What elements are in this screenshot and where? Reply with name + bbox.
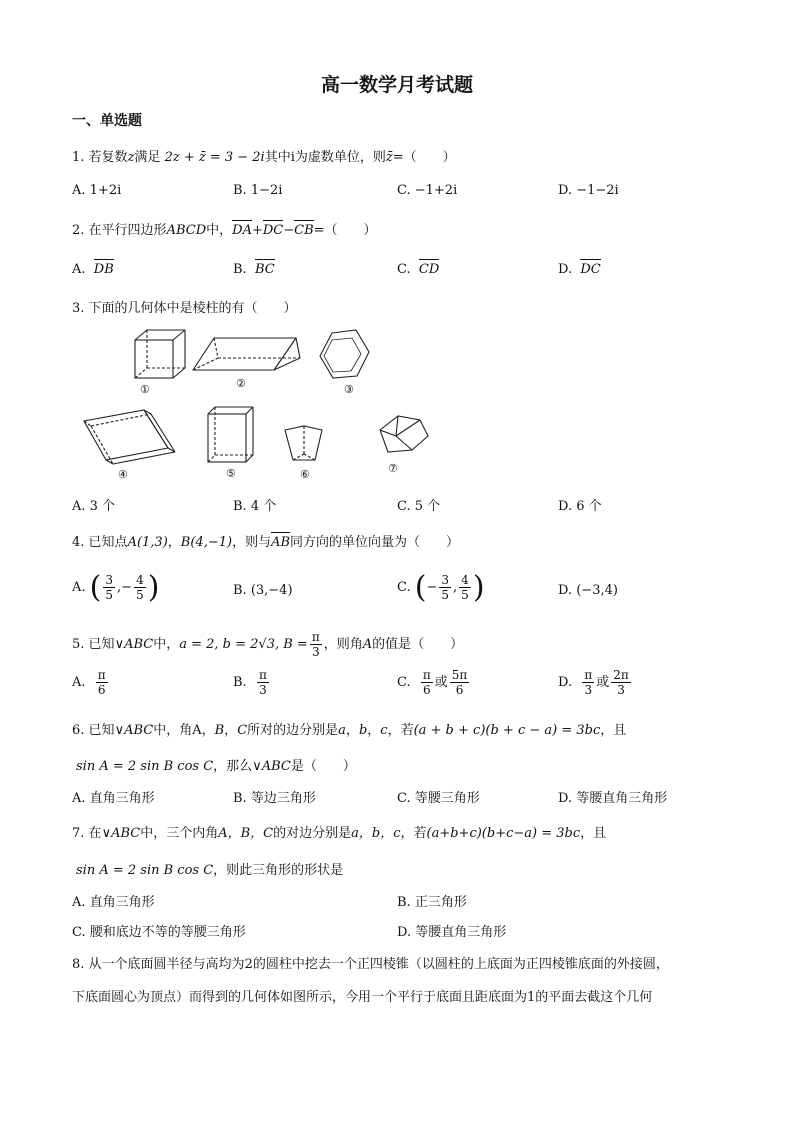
figure-label-5: ⑤ [226,467,236,480]
question-7-line-2: sin A = 2 sin B cos C，则此三角形的形状是 [76,863,344,878]
question-6-line-2: sin A = 2 sin B cos C，那么∨ABC是（ ） [76,759,356,774]
option-d[interactable]: D. 等腰直角三角形 [558,791,668,806]
figure-label-3: ③ [344,383,354,396]
vector-cb: CB [294,223,314,238]
solid-6-frustum [285,426,322,460]
option-d[interactable]: D. 等腰直角三角形 [397,925,507,940]
question-2: 2. 在平行四边形ABCD中，DA+DC−CB=（ ） [72,223,377,238]
option-b[interactable]: B. $\frac{\pi}{3}$ [233,668,267,697]
option-d[interactable]: D. (−3,4) [558,583,618,598]
question-number: 8. [72,957,85,972]
option-c[interactable]: C. 5 个 [397,499,441,514]
question-5: 5. 已知∨ABC中，a = 2, b = 2√3, B = $\frac{\pi}{3}$ ，则角A的值是（ ） [72,630,464,659]
solid-1-cube [135,330,185,378]
option-c[interactable]: C. $\frac{\pi}{6}$ 或 $\frac{5\pi}{6}$ [397,668,468,697]
option-d[interactable]: D. −1−2i [558,183,619,198]
equation: 2z + z̄ = 3 − 2i [164,150,265,165]
section-heading: 一、单选题 [72,113,142,129]
option-b[interactable]: B. (3,−4) [233,583,293,598]
option-b[interactable]: B. 正三角形 [397,895,467,910]
option-c[interactable]: C. CD [397,262,440,277]
question-number: 7. [72,826,85,841]
option-d[interactable]: D. $\frac{\pi}{3}$ 或 $\frac{2\pi}{3}$ [558,668,629,697]
solid-3-hexagon [320,330,369,378]
option-b[interactable]: B. BC [233,262,275,277]
option-b[interactable]: B. 4 个 [233,499,277,514]
option-d[interactable]: D. 6 个 [558,499,602,514]
option-a[interactable]: A. $\frac{\pi}{6}$ [72,668,106,697]
figure-label-7: ⑦ [388,462,398,475]
question-3: 3. 下面的几何体中是棱柱的有（ ） [72,301,297,316]
question-number: 1. [72,150,85,165]
option-d[interactable]: D. DC [558,262,601,277]
figure-label-2: ② [236,377,246,390]
figure-label-6: ⑥ [300,468,310,481]
page-title: 高一数学月考试题 [320,74,473,96]
option-c[interactable]: C. 腰和底边不等的等腰三角形 [72,925,246,940]
solid-5-prism [208,407,253,462]
solid-7-irregular [380,416,428,452]
vector-da: DA [232,223,252,238]
question-number: 4. [72,535,85,550]
option-a[interactable]: A. 直角三角形 [72,791,155,806]
question-8: 8. 从一个底面圆半径与高均为2的圆柱中挖去一个正四棱锥（以圆柱的上底面为正四棱锥底面的外接圆， [72,957,669,972]
question-number: 3. [72,301,85,316]
figure-label-4: ④ [118,468,128,481]
option-a[interactable]: A. ( $\frac{3}{5}$ ,− $\frac{4}{5}$ ) [72,570,160,605]
question-number: 5. [72,637,85,652]
option-a[interactable]: A. DB [72,262,114,277]
question-1: 1. 若复数z满足 2z + z̄ = 3 − 2i其中i为虚数单位，则z̄=（ ） [72,150,456,165]
figure-label-1: ① [140,383,150,396]
option-a[interactable]: A. 1+2i [72,183,122,198]
question-6: 6. 已知∨ABC中，角A，B，C所对的边分别是a，b，c，若(a + b + c)(b + c − a) = 3bc，且 [72,723,627,738]
option-a[interactable]: A. 3 个 [72,499,116,514]
vector-dc: DC [262,223,284,238]
question-number: 2. [72,223,85,238]
option-a[interactable]: A. 直角三角形 [72,895,155,910]
question-number: 6. [72,723,85,738]
option-c[interactable]: C. −1+2i [397,183,458,198]
solid-4-parallelepiped [84,410,175,464]
question-8-line-2: 下底面圆心为顶点）而得到的几何体如图所示，今用一个平行于底面且距底面为1的平面去截这个几何 [72,990,653,1005]
vector-ab: AB [271,535,291,550]
question-4: 4. 已知点A(1,3)，B(4,−1)，则与AB同方向的单位向量为（ ） [72,535,460,550]
option-c[interactable]: C. (− $\frac{3}{5}$ , $\frac{4}{5}$ ) [397,570,485,605]
option-b[interactable]: B. 等边三角形 [233,791,316,806]
solid-2-prism [193,338,300,370]
option-b[interactable]: B. 1−2i [233,183,283,198]
question-7: 7. 在∨ABC中，三个内角A，B，C的对边分别是a，b，c，若(a+b+c)(b+c−a) = 3bc，且 [72,826,607,841]
option-c[interactable]: C. 等腰三角形 [397,791,480,806]
